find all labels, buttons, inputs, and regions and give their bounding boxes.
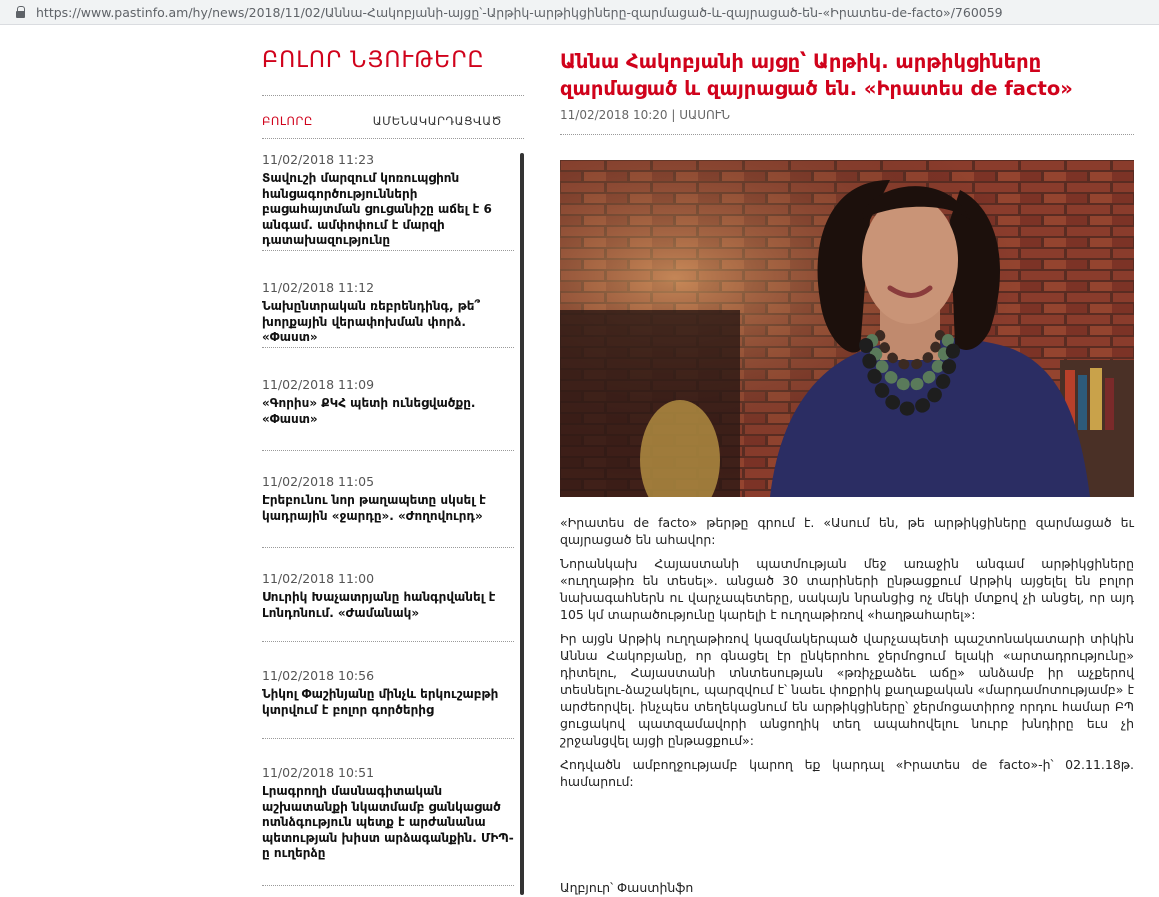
article-paragraph: Նորանկախ Հայաստանի պատմության մեջ առաջին անգամ արթիկցիները «ուղղաթիռ են տեսել». անցած 30 տարիների ընթացքում Արթիկ այցելել են բոլոր նախագահներն ու վարչապետերը, սակայն նրանցից ոչ մեկի մտքով չի անցել, որ այդ 105 կմ տարածությունը կարելի է ուղղաթիռով «հաղթահարել»: xyxy=(560,556,1134,622)
feed-item-date: 11/02/2018 10:56 xyxy=(262,668,375,683)
divider xyxy=(262,95,524,96)
address-bar[interactable] xyxy=(0,0,1159,25)
feed-item-date: 11/02/2018 11:23 xyxy=(262,152,375,167)
feed-item-title[interactable]: Լրագրողի մասնագիտական աշխատանքի նկատմամբ ցանկացած ոտնձգություն պետք է արժանանա պետության խիստ արձագանքին. ՄԻՊ-ը ուղերձը xyxy=(262,784,514,860)
feed-item-date: 11/02/2018 11:09 xyxy=(262,377,375,392)
lock-icon[interactable] xyxy=(14,0,32,25)
divider xyxy=(262,738,514,739)
feed-item-date: 11/02/2018 11:00 xyxy=(262,571,375,586)
feed-item-title[interactable]: Նիկոլ Փաշինյանը մինչև երկուշաբթի կտրվում է բոլոր գործերից xyxy=(262,687,499,717)
news-feed xyxy=(262,145,524,897)
feed-item[interactable] xyxy=(262,668,514,718)
article-paragraph: Հոդվածն ամբողջությամբ կարող եք կարդալ «Իրատես de facto»-ի՝ 02.11.18թ. համարում: xyxy=(560,757,1134,789)
article-body xyxy=(560,514,1134,797)
feed-item-title[interactable]: Սուրիկ Խաչատրյանը հանգրվանել է Լոնդոնում. «Ժամանակ» xyxy=(262,590,496,620)
feed-item[interactable] xyxy=(262,152,514,249)
feed-item-title[interactable]: Էրեբունու նոր թաղապետը սկսել է կադրային «ջարդը». «Ժողովուրդ» xyxy=(262,493,486,523)
article-photo xyxy=(560,160,1134,497)
feed-item-date: 11/02/2018 11:05 xyxy=(262,474,375,489)
feed-item[interactable] xyxy=(262,280,514,346)
divider xyxy=(262,450,514,451)
feed-filters xyxy=(262,114,524,128)
article-source: Աղբյուր՝ Փաստինֆո xyxy=(560,880,694,895)
divider xyxy=(560,134,1134,135)
feed-item[interactable] xyxy=(262,474,514,524)
divider xyxy=(262,885,514,886)
feed-item-title[interactable]: Տավուշի մարզում կոռուպցիոն հանցագործությունների բացահայտման ցուցանիշը աճել է 6 անգամ. ամփոփում է մարզի դատախազությունը xyxy=(262,171,492,247)
feed-item-title[interactable]: «Գորիս» ՔԿՀ պետի ունեցվածքը. «Փաստ» xyxy=(262,396,476,426)
article-paragraph: «Իրատես de facto» թերթը գրում է. «Ասում են, թե արթիկցիները զարմացած եւ զայրացած են ահավոր: xyxy=(560,515,1134,547)
url-text[interactable]: https://www.pastinfo.am/hy/news/2018/11/02/Աննա-Հակոբյանի-այցը՝-Արթիկ-արթիկցիները-զարմացած-և-զայրացած-են-«Իրատես-de-facto»/760059 xyxy=(36,4,1003,20)
divider xyxy=(262,347,514,348)
feed-item-date: 11/02/2018 11:12 xyxy=(262,280,375,295)
divider xyxy=(262,138,524,139)
article-paragraph: Իր այցն Արթիկ ուղղաթիռով կազմակերպած վարչապետի պաշտոնակատարի տիկին Աննա Հակոբյանը, որ գնացել էր ընկերոհու ջերմոցում ելակի «արտադրությունը» դիտելու, Հայաստանի տնտեսության «թռիչքաձեւ աճը» անձամբ իր աչքերով տեսնելու-ձաշակելու, պարզվում է՝ նաեւ փոքրիկ քաղաքական «մարդամոտությամբ» է արժեորվել. ինչպես տեղեկացնում են արթիկցիները՝ ջերմոցատիրոջ որդու համար ԲՊ ցուցակով պատզամավորի անցողիկ տեղ ապահովելու նուրբ խնդիրը եւս չի շրջանցվել այցի ընթացքում»: xyxy=(560,631,1134,748)
divider xyxy=(262,641,514,642)
feed-item-title[interactable]: Նախընտրական ռեբրենդինգ, թե՞ խորքային վերափոխման փորձ. «Փաստ» xyxy=(262,299,481,344)
sidebar-title: ԲՈԼՈՐ ՆՅՈՒԹԵՐԸ xyxy=(262,48,485,73)
feed-scrollbar[interactable] xyxy=(520,153,524,895)
filter-popular-tab[interactable]: ԱՄԵՆԱԿԱՐԴԱՑՎԱԾ xyxy=(372,114,502,128)
feed-item[interactable] xyxy=(262,377,514,427)
feed-item[interactable] xyxy=(262,765,514,862)
filter-all-tab[interactable]: ԲՈԼՈՐԸ xyxy=(262,114,313,128)
divider xyxy=(262,547,514,548)
divider xyxy=(262,250,514,251)
feed-item-date: 11/02/2018 10:51 xyxy=(262,765,375,780)
article-photo-image xyxy=(560,160,1134,497)
article-title: Աննա Հակոբյանի այցը՝ Արթիկ. արթիկցիները զարմացած և զայրացած են. «Իրատես de facto» xyxy=(560,50,1073,100)
feed-item[interactable] xyxy=(262,571,514,621)
article-meta: 11/02/2018 10:20 | ՍԱՍՈՒՆ xyxy=(560,108,730,122)
